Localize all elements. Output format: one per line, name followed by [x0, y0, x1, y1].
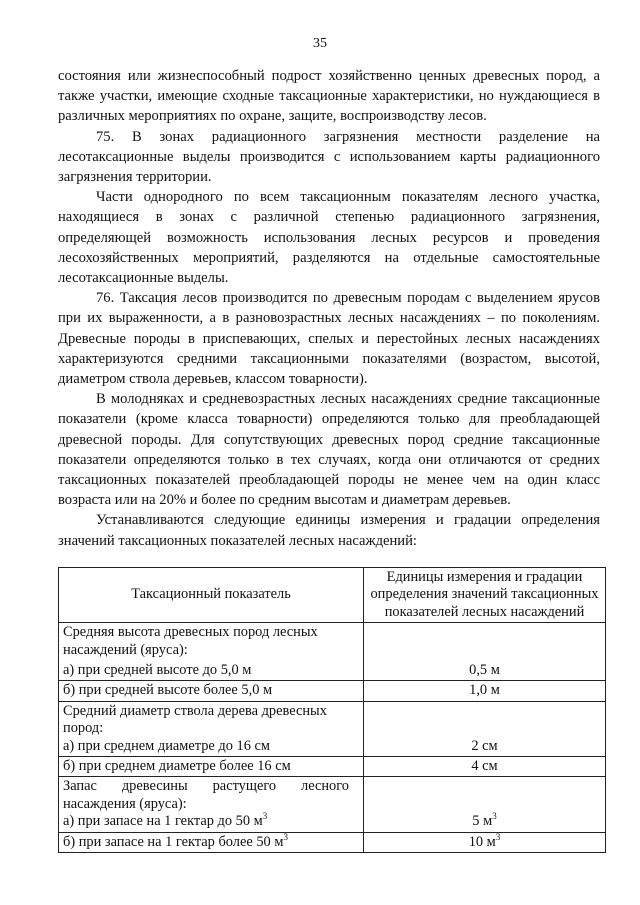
row-label: а) при запасе на 1 гектар до 50 $м^3$: [63, 811, 268, 830]
group-title: Средняя высота древесных пород лесных насаждений (яруса):: [63, 624, 318, 658]
page-number: 35: [313, 36, 327, 51]
table-row: [59, 701, 606, 756]
table-header-indicator: Таксационный показатель: [59, 568, 364, 623]
table-row: [59, 832, 606, 852]
table-row: [59, 777, 606, 832]
superscript: 3: [495, 831, 501, 842]
row-label: б) при запасе на 1 гектар более 50 $м^3$: [59, 832, 364, 852]
table-cell-value: 10 $м^3$: [364, 832, 606, 852]
paragraph: состояния или жизнеспособный подрост хозяйственно ценных древесных пород, а также участки, имеющие сходные таксационные характеристики, но нуждающиеся в различных мероприятиях по охране, защите, воспроизводству лесов.: [58, 68, 600, 125]
superscript: 3: [262, 811, 268, 822]
table-cell-label: [59, 777, 364, 832]
group-title: Средний диаметр ствола дерева древесных пород:: [63, 702, 327, 737]
table-row: [59, 681, 606, 701]
row-label: б) при средней высоте более 5,0 м: [59, 681, 364, 701]
paragraph: В молодняках и средневозрастных лесных насаждениях средние таксационные показатели (кроме класса товарности) определяются только для преобладающей древесной породы. Для сопутствующих древесных пород средние таксационные показатели определяются только в тех случаях, когда они отличаются от средних таксационных показателей преобладающей породы не менее чем на один класс возраста или на 20% и более по средним высотам и диаметрам деревьев.: [58, 391, 600, 509]
table-header-row: [59, 568, 606, 623]
table-cell-value: 2 см: [364, 701, 606, 756]
paragraph: 76. Таксация лесов производится по древесным породам с выделением ярусов при их выраженности, а в разновозрастных лесных насаждениях – по поколениям. Древесные породы в приспевающих, спелых и перестойных лесных насаждениях характеризуются средними таксационными показателями (возрастом, высотой, диаметром ствола деревьев, классом товарности).: [58, 290, 600, 388]
group-title: Запас древесины растущего лесного насаждения (яруса):: [63, 778, 349, 812]
row-label: а) при среднем диаметре до 16 см: [63, 737, 271, 754]
table-cell-value: 5 $м^3$: [364, 777, 606, 832]
superscript: 3: [283, 831, 288, 842]
table-cell-value: 1,0 м: [364, 681, 606, 701]
table-cell-label: [59, 701, 364, 756]
table-row: [59, 623, 606, 681]
body-text: [58, 66, 600, 551]
paragraph: Части однородного по всем таксационным показателям лесного участка, находящиеся в зонах с различной степенью радиационного загрязнения, определяющей возможность использования лесных ресурсов и проведения лесохозяйственных мероприятий, разделяются на отдельные самостоятельные лесотаксационные выделы.: [58, 189, 600, 287]
table-row: [59, 757, 606, 777]
table-header-units: Единицы измерения и градации определения значений таксационных показателей лесных насаждений: [364, 568, 606, 623]
superscript: 3: [492, 811, 497, 822]
table-cell-value: 0,5 м: [364, 623, 606, 681]
table-cell-value: 4 см: [364, 757, 606, 777]
row-label: а) при средней высоте до 5,0 м: [63, 662, 252, 679]
paragraph: Устанавливаются следующие единицы измерения и градации определения значений таксационных показателей лесных насаждений:: [58, 512, 600, 549]
paragraph: 75. В зонах радиационного загрязнения местности разделение на лесотаксационные выделы производится с использованием карты радиационного загрязнения территории.: [58, 128, 600, 186]
row-label: б) при среднем диаметре более 16 см: [59, 757, 364, 777]
taxation-table: [58, 567, 606, 853]
table-cell-label: [59, 623, 364, 681]
